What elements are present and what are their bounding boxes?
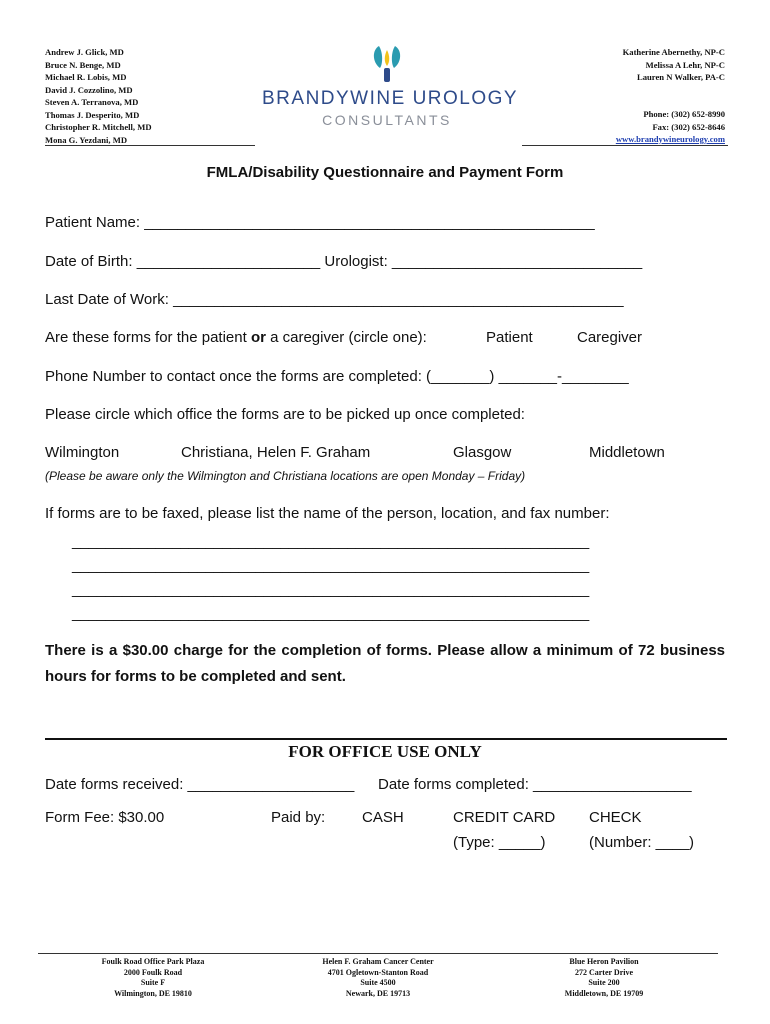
charge-notice: There is a $30.00 charge for the completion of forms. Please allow a minimum of 72 business hours for forms to be completed and sent.: [45, 642, 725, 685]
office-prompt: Please circle which office the forms are to be picked up once completed:: [45, 406, 525, 423]
patient-or-caregiver-question: [45, 329, 427, 346]
header-left-rule: [45, 145, 255, 146]
doctor-name: Andrew J. Glick, MD: [45, 47, 124, 57]
footer-line: Suite 200: [588, 978, 620, 987]
last-work-date-field[interactable]: Last Date of Work: ______________________________________________________: [45, 291, 624, 308]
option-patient[interactable]: Patient: [486, 329, 533, 346]
question-suffix: a caregiver (circle one):: [265, 329, 427, 346]
office-hours-note: (Please be aware only the Wilmington and Christiana locations are open Monday – Friday): [45, 469, 526, 483]
doctor-name: Thomas J. Desperito, MD: [45, 109, 140, 120]
payment-check[interactable]: CHECK: [589, 809, 642, 826]
fax-line[interactable]: ______________________________________________________________: [72, 533, 590, 550]
staff-name: Lauren N Walker, PA-C: [636, 72, 725, 82]
fax-prompt: If forms are to be faxed, please list the name of the person, location, and fax number:: [45, 505, 610, 522]
footer-line: Middletown, DE 19709: [564, 988, 644, 998]
brandywine-logo: [262, 44, 519, 134]
footer-rule: [38, 953, 718, 954]
paid-by-label: Paid by:: [271, 809, 326, 826]
office-option-christiana[interactable]: Christiana, Helen F. Graham: [181, 444, 371, 461]
question-or: or: [250, 329, 266, 346]
fax-line[interactable]: ______________________________________________________________: [72, 557, 590, 574]
doctor-name: Christopher R. Mitchell, MD: [45, 122, 152, 132]
date-completed-field[interactable]: Date forms completed: ___________________: [378, 776, 692, 793]
header-right-rule: [522, 145, 728, 146]
footer-line: Suite F: [140, 978, 166, 987]
footer-line: Suite 4500: [360, 978, 396, 987]
website-link[interactable]: www.brandywineurology.com: [615, 134, 725, 144]
logo-title: BRANDYWINE UROLOGY: [262, 88, 519, 109]
fax-line[interactable]: ______________________________________________________________: [72, 581, 590, 598]
doctor-list: [45, 46, 152, 146]
dob-urologist-field[interactable]: Date of Birth: ______________________ Urologist: ______________________________: [45, 253, 643, 270]
form-title: FMLA/Disability Questionnaire and Payment Form: [206, 164, 564, 181]
footer-line: Blue Heron Pavilion: [569, 957, 639, 966]
doctor-name: Michael R. Lobis, MD: [45, 72, 127, 82]
staff-list: [623, 46, 725, 84]
staff-name: Melissa A Lehr, NP-C: [645, 59, 725, 70]
question-prefix: Are these forms for the patient: [45, 329, 251, 346]
office-option-wilmington[interactable]: Wilmington: [45, 444, 120, 461]
footer-location-graham: [293, 957, 463, 999]
footer-line: Helen F. Graham Cancer Center: [322, 957, 434, 966]
doctor-name: David J. Cozzolino, MD: [45, 84, 133, 95]
contact-phone-field[interactable]: Phone Number to contact once the forms are completed: (_______) _______-________: [45, 368, 629, 385]
patient-name-field[interactable]: Patient Name: ______________________________________________________: [45, 214, 595, 231]
footer-location-blue-heron: [519, 957, 689, 999]
form-fee: Form Fee: $30.00: [45, 809, 165, 826]
office-use-divider: [45, 738, 727, 740]
footer-line: Wilmington, DE 19810: [114, 988, 192, 998]
logo-subtitle: CONSULTANTS: [322, 112, 452, 128]
footer-line: 4701 Ogletown-Stanton Road: [327, 967, 429, 977]
option-caregiver[interactable]: Caregiver: [577, 329, 643, 346]
office-option-glasgow[interactable]: Glasgow: [453, 444, 512, 461]
fax-number: Fax: (302) 652-8646: [652, 121, 725, 132]
footer-line: 2000 Foulk Road: [123, 967, 183, 977]
doctor-name: Steven A. Terranova, MD: [45, 97, 139, 107]
credit-type-field[interactable]: (Type: _____): [453, 834, 546, 851]
office-option-middletown[interactable]: Middletown: [589, 444, 665, 461]
footer-line: Foulk Road Office Park Plaza: [101, 957, 205, 966]
footer-line: Newark, DE 19713: [345, 988, 411, 998]
date-received-field[interactable]: Date forms received: ____________________: [45, 776, 355, 793]
doctor-name: Mona G. Yezdani, MD: [45, 134, 128, 145]
phone-number: Phone: (302) 652-8990: [643, 109, 725, 119]
footer-location-foulk: [68, 957, 238, 999]
check-number-field[interactable]: (Number: ____): [589, 834, 695, 851]
payment-cash[interactable]: CASH: [362, 809, 404, 826]
doctor-name: Bruce N. Benge, MD: [45, 59, 121, 70]
logo-mark-icon: [370, 44, 404, 84]
footer-line: 272 Carter Drive: [574, 967, 634, 977]
payment-credit-card[interactable]: CREDIT CARD: [453, 809, 556, 826]
office-use-title: FOR OFFICE USE ONLY: [288, 742, 482, 761]
contact-info: [616, 108, 725, 146]
fax-line[interactable]: ______________________________________________________________: [72, 605, 590, 622]
staff-name: Katherine Abernethy, NP-C: [622, 47, 725, 57]
